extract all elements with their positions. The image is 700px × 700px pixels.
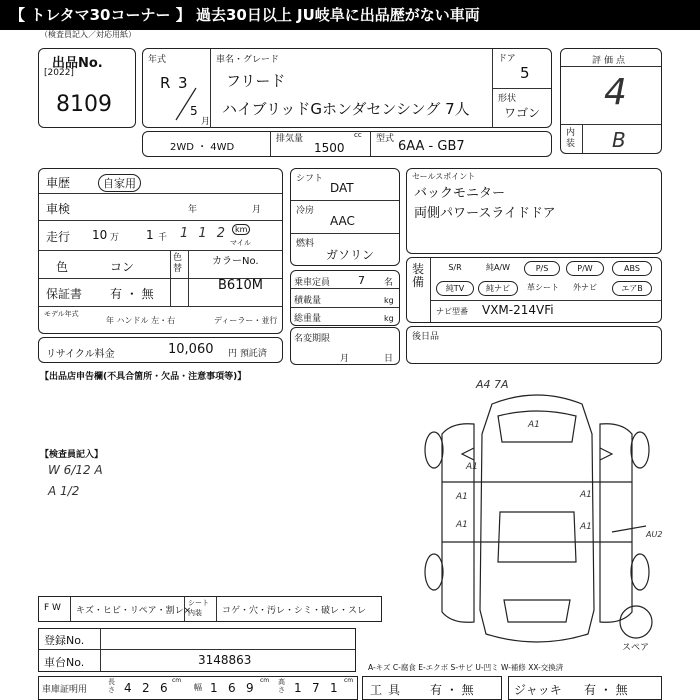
eval-label: 評価点 [592,56,629,66]
displacement-label: 排気量 [276,134,304,144]
car-diagram [412,372,667,657]
handle-label: 年 ハンドル 左・右 [106,316,176,325]
eval-value: 4 [604,72,627,113]
capacity-value: 7 [358,274,365,287]
sales-line1: バックモニター [414,186,506,201]
chassis-value: 3148863 [198,653,252,667]
displacement-unit: cc [354,131,362,139]
equipment-label: 装備 [412,262,425,289]
equip-sr: S/R [448,263,462,272]
load-label: 積載量 [294,296,322,306]
mark-hood: A1 [528,420,540,430]
color-value: コン [110,260,135,274]
cert-len-1: 4 [124,681,132,695]
inspector-note-1: W 6/12 A [48,463,103,477]
warranty-value: 有 ・ 無 [110,287,154,301]
color-change: 色替 [173,253,183,274]
drive-label: 2WD ・ 4WD [170,142,235,153]
registration-label: 登録No. [44,634,85,647]
inspection-month-unit: 月 [252,205,262,215]
equip-leather: 革シート [527,283,559,292]
month-value: 5 [190,104,198,118]
recycle-label: リサイクル料金 [46,349,115,360]
sales-line2: 両側パワースライドドア [414,206,556,221]
fw-text: キズ・ヒビ・リペア・割レ× [76,606,192,616]
fuel-value: ガソリン [326,248,375,262]
year-era: R [160,74,171,92]
load-unit: kg [384,296,394,305]
lot-number: 8109 [56,92,112,117]
banner-text: 【 トレタマ30コーナー 】 過去30日以上 JU岐阜に出品歴がない車両 [10,6,480,24]
inspection-label: 車検 [46,202,71,216]
fw-label: F W [44,603,61,613]
equip-abs: ABS [612,261,652,276]
registration-box [38,628,356,672]
lot-label: 出品No. [52,56,103,71]
legend: A-キズ C-腐食 E-エクボ S-サビ U-凹ミ W-補修 XX-交換済 [368,663,564,672]
cert-len-2: 2 [142,681,150,695]
body-label: 形状 [498,94,517,104]
mark-left-front: A1 [466,462,478,472]
interior-value: B [612,128,626,152]
color-no-label: カラーNo. [212,256,259,267]
seat-text: コゲ・穴・汚レ・シミ・破レ・スレ [222,606,367,616]
gross-unit: kg [384,314,394,323]
inspector-header: 【検査員記入】 [40,450,104,460]
mileage-man-unit: 万 [110,233,120,243]
mark-right-door: A1 [580,522,592,532]
navi-label: ナビ型番 [436,307,468,316]
year-value: 3 [178,74,188,92]
vehicle-name: フリード [226,72,286,90]
month-unit: 月 [201,117,211,127]
cert-width-3: 9 [246,681,254,695]
cert-cm-2: cm [260,677,270,684]
year-label: 年式 [148,55,167,65]
notes-header: 【出品店申告欄(不具合箇所・欠品・注意事項等)】 [40,372,247,382]
shift-label: シフト [296,174,324,184]
displacement-value: 1500 [314,141,345,155]
doors-value: 5 [520,64,530,82]
inspection-year-unit: 年 [188,205,198,215]
capacity-unit: 名 [384,278,394,288]
title-change-unit2: 日 [384,354,394,364]
cert-width-1: 1 [210,681,218,695]
mileage-sen-unit: 千 [158,233,168,243]
mileage-label: 走行 [46,230,71,244]
jack-label: ジャッキ [514,683,562,697]
mark-left-rear: A1 [456,520,468,530]
equip-ext-navi: 外ナビ [573,283,597,292]
mark-right-note: AU2 [646,530,663,539]
mileage-hand: 1 1 2 [180,226,229,241]
tools-value: 有 ・ 無 [430,683,474,697]
mileage-man: 10 [92,228,108,242]
equip-airbag: エアB [612,281,652,296]
rear-parts-box [406,326,662,364]
lot-year-tag: [2022] [44,68,74,78]
recycle-unit: 円 預託済 [228,349,267,359]
mark-top: A4 7A [476,378,509,391]
seat-label: シート内装 [188,599,209,617]
equip-navi: 純ナビ [478,281,518,296]
equip-aw: 純A/W [485,263,511,272]
cert-label: 車庫証明用 [42,685,88,695]
mark-left-door: A1 [456,492,468,502]
equip-ps: P/S [524,261,560,276]
equip-tv: 純TV [436,281,474,296]
interior-label: 内装 [566,128,576,149]
sales-label: セールスポイント [412,172,476,181]
cert-height-1: 1 [294,681,302,695]
name-label: 車名・グレード [216,55,280,65]
mileage-sen: 1 [146,228,154,242]
cert-width-2: 6 [228,681,236,695]
chassis-label: 車台No. [44,656,85,669]
top-note: （検査員記入／対応用紙） [40,30,136,39]
fuel-label: 燃料 [296,239,315,249]
color-label: 色 [56,260,69,274]
tools-label: 工具 [370,683,407,697]
mile-unit: マイル [230,239,251,247]
cert-height-3: 1 [330,681,338,695]
body-value: ワゴン [504,106,541,120]
equip-pw: P/W [566,261,604,276]
model-code-label: 型式 [376,134,395,144]
ac-value: AAC [330,214,355,228]
spare-label: スペア [622,643,650,653]
title-change-unit: 月 [340,354,350,364]
jack-value: 有 ・ 無 [584,683,628,697]
gross-label: 総重量 [294,314,322,324]
km-unit: km [232,224,250,235]
model-code-value: 6AA - GB7 [398,139,465,154]
rear-parts-label: 後日品 [412,332,440,342]
recycle-value: 10,060 [168,342,214,357]
shift-value: DAT [330,181,354,195]
cert-cm-1: cm [172,677,182,684]
dealer-label: ディーラー・並行 [214,316,278,325]
ac-label: 冷房 [296,206,315,216]
warranty-label: 保証書 [46,287,83,301]
inspector-note-2: A 1/2 [48,484,80,498]
cert-width-label: 幅 [194,683,202,692]
mark-right-front: A1 [580,490,592,500]
navi-value: VXM-214VFi [482,303,554,317]
title-change-label: 名変期限 [294,334,331,344]
cert-height-2: 7 [312,681,320,695]
model-year-label: モデル年式 [44,310,79,318]
doors-label: ドア [498,54,516,64]
cert-len-3: 6 [160,681,168,695]
capacity-label: 乗車定員 [294,278,331,288]
cert-height-label: 高さ [278,678,285,694]
cert-cm-3: cm [344,677,354,684]
cert-len-label: 長さ [108,678,115,694]
history-label: 車歴 [46,176,71,190]
history-value: 自家用 [98,174,141,192]
color-no-value: B610M [218,278,263,293]
vehicle-grade: ハイブリッドGホンダセンシング 7人 [222,100,470,118]
